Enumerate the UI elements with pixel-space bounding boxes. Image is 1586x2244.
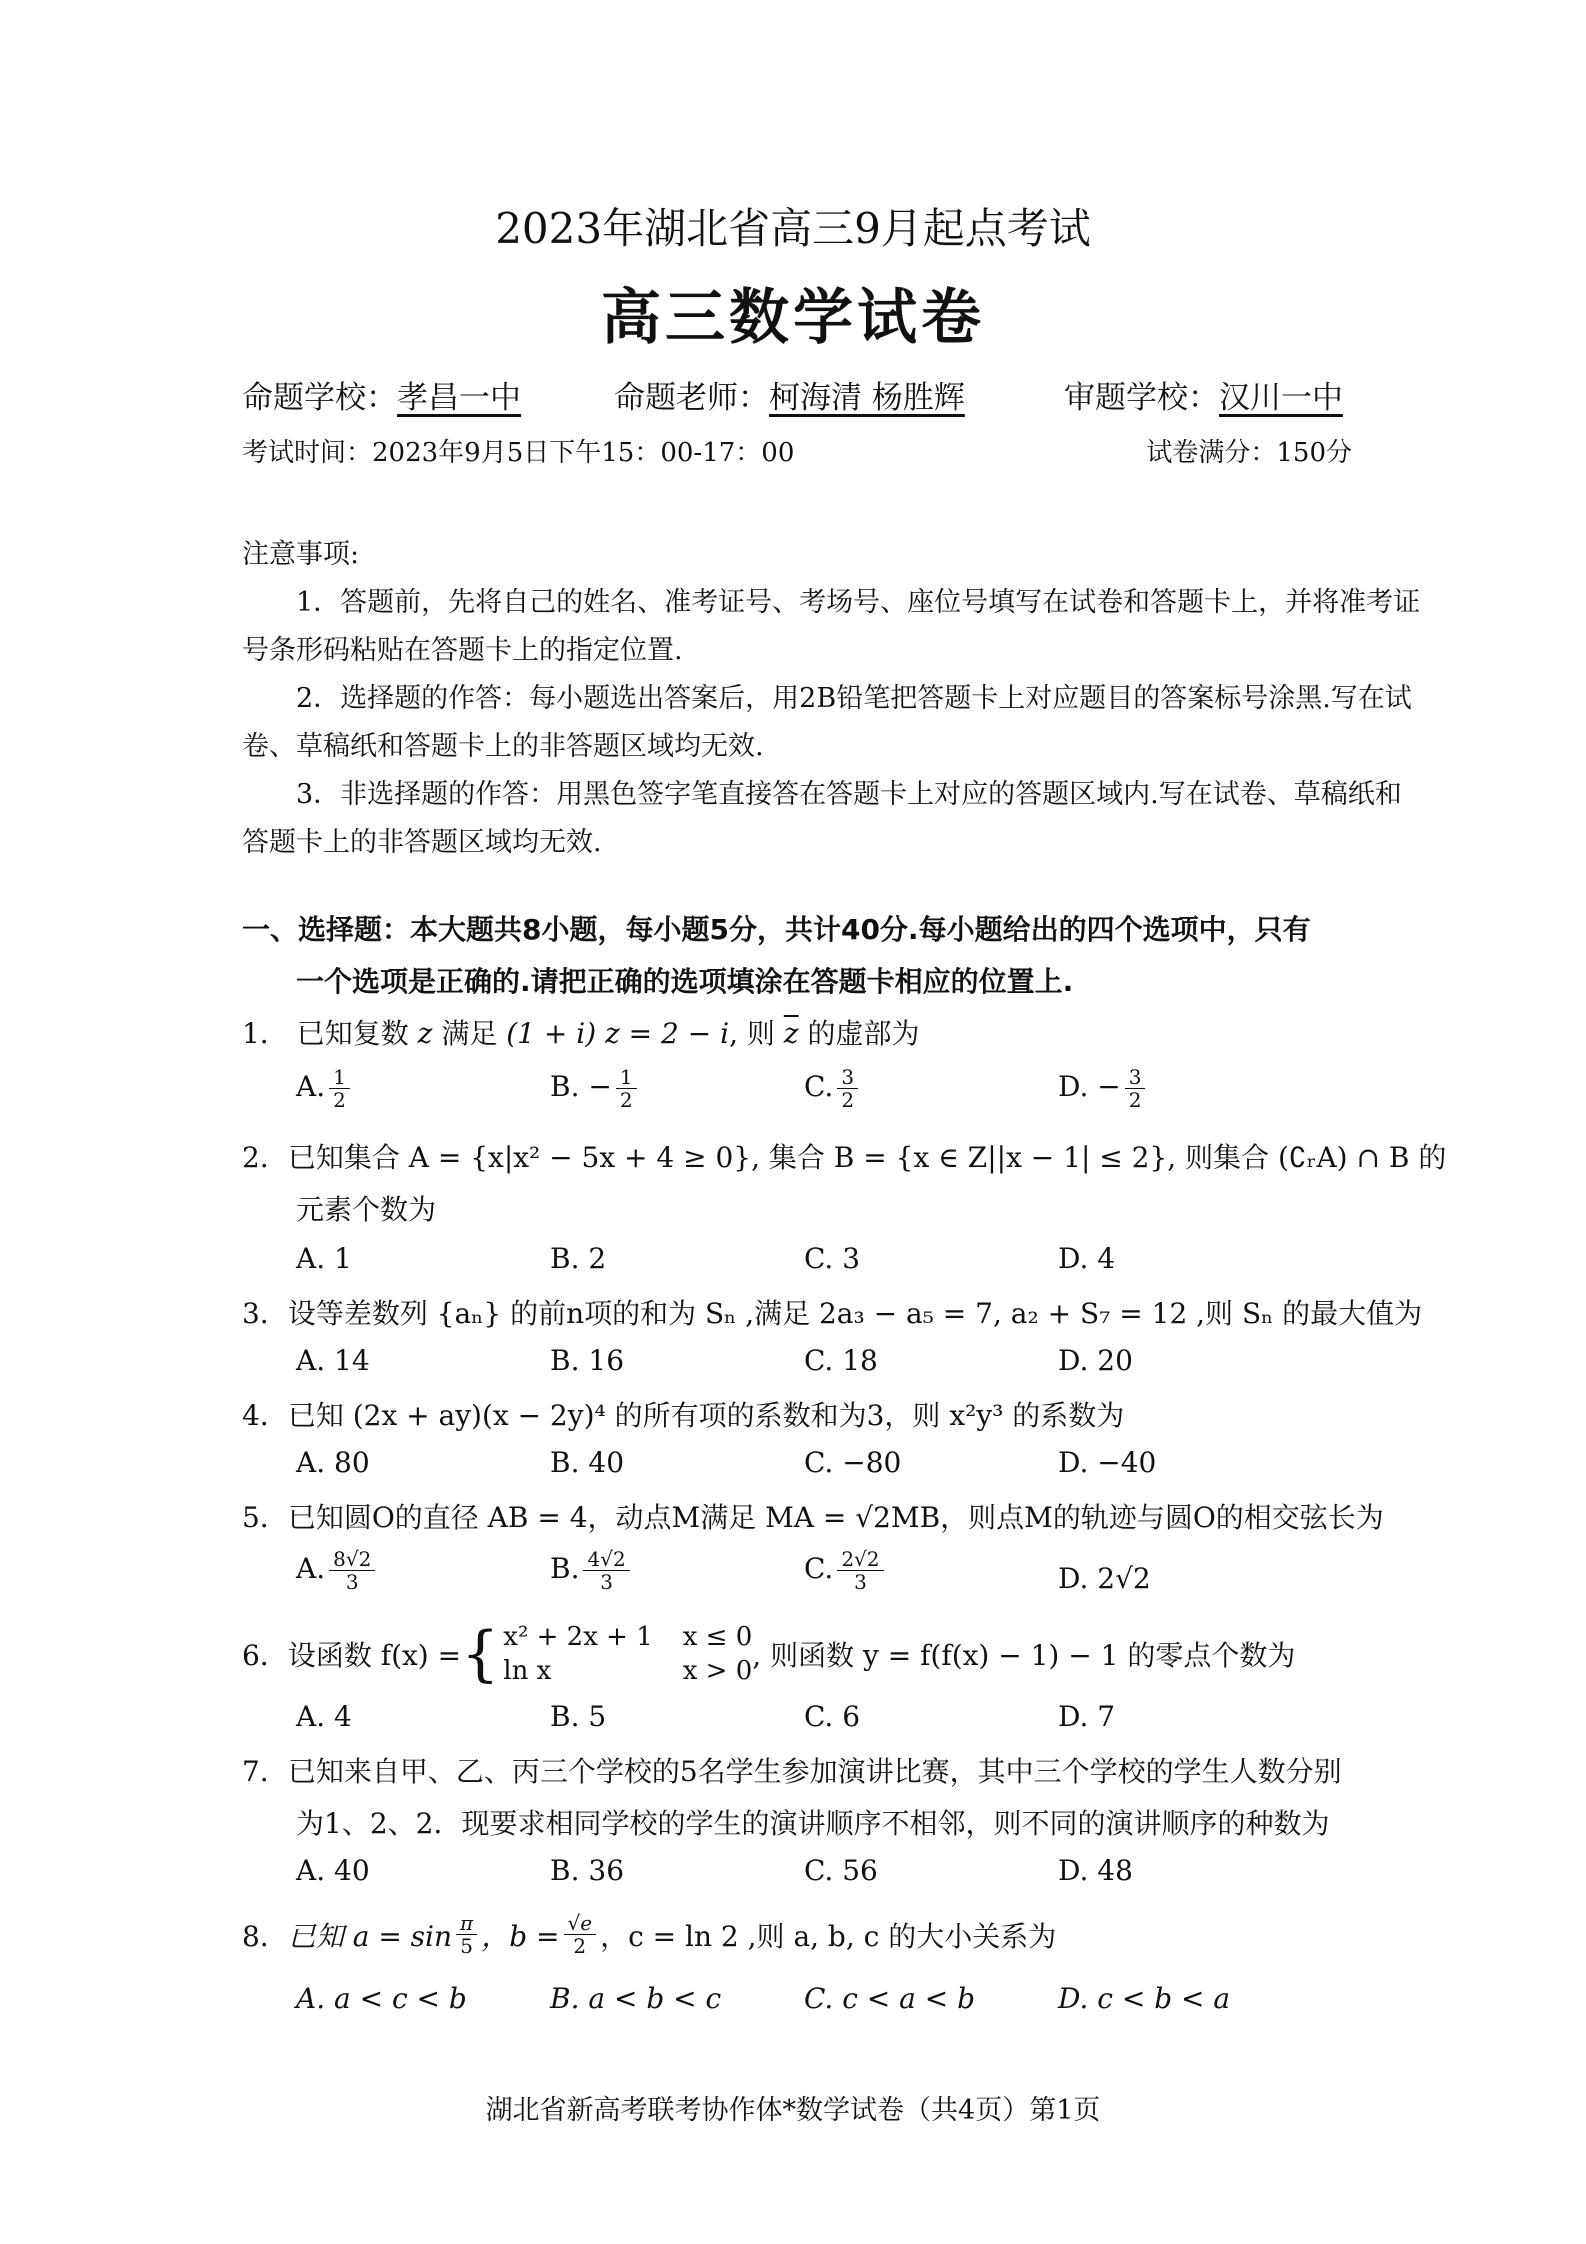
q3-option-c: C. 18	[804, 1344, 878, 1377]
q1-option-d: D. − $\frac{3}{2}$	[1058, 1066, 1149, 1111]
fraction: $\frac{\pi}{5}$	[456, 1912, 477, 1957]
q1-option-a: A. $\frac{1}{2}$	[296, 1066, 354, 1111]
question-2: 2．已知集合 A = {x|x² − 5x + 4 ≥ 0}, 集合 B = {x ∈ Z||x − 1| ≤ 2}, 则集合 (∁ᵣA) ∩ B 的	[242, 1141, 1447, 1174]
full-score: 试卷满分：150分	[1146, 438, 1352, 468]
q3-option-d: D. 20	[1058, 1344, 1133, 1377]
q1-option-b: B. − $\frac{1}{2}$	[550, 1066, 641, 1111]
left-brace-icon: {	[461, 1619, 500, 1689]
q8-option-c: C. c < a < b	[804, 1982, 976, 2015]
question-7-line-2: 为1、2、2．现要求相同学校的学生的演讲顺序不相邻，则不同的演讲顺序的种数为	[296, 1807, 1330, 1840]
notes-title: 注意事项:	[242, 539, 360, 570]
exam-time: 考试时间：2023年9月5日下午15：00-17：00	[242, 438, 795, 468]
q5-option-b: B. $\frac{4√2}{3}$	[550, 1548, 634, 1593]
question-7: 7．已知来自甲、乙、丙三个学校的5名学生参加演讲比赛，其中三个学校的学生人数分别	[242, 1755, 1342, 1788]
q6-option-a: A. 4	[296, 1700, 352, 1733]
question-4: 4．已知 (2x + ay)(x − 2y)⁴ 的所有项的系数和为3，则 x²y³ 的系数为	[242, 1399, 1125, 1432]
q2-option-c: C. 3	[804, 1242, 861, 1275]
fraction: $\frac{1}{2}$	[616, 1066, 637, 1111]
question-1: 1． 已知复数 z 满足 (1 + i) z = 2 − i, 则 $\overline{z}$ 的虚部为	[242, 1017, 920, 1050]
q2-option-d: D. 4	[1058, 1242, 1116, 1275]
fraction: $\frac{√e}{2}$	[564, 1912, 597, 1957]
piecewise-function: { x² + 2x + 1 x ≤ 0 ln x x > 0	[461, 1619, 753, 1689]
note-1-line-1: 1．答题前，先将自己的姓名、准考证号、考场号、座位号填写在试卷和答题卡上，并将准考证	[296, 587, 1421, 618]
q8-option-b: B. a < b < c	[550, 1982, 722, 2015]
q5-option-c: C. $\frac{2√2}{3}$	[804, 1548, 888, 1593]
q8-option-d: D. c < b < a	[1058, 1982, 1231, 2015]
q6-option-b: B. 5	[550, 1700, 607, 1733]
note-3-line-1: 3．非选择题的作答：用黑色签字笔直接答在答题卡上对应的答题区域内.写在试卷、草稿纸和	[296, 779, 1402, 810]
section-heading-line-2: 一个选项是正确的.请把正确的选项填涂在答题卡相应的位置上.	[296, 965, 1074, 998]
q7-option-b: B. 36	[550, 1854, 625, 1887]
page-footer: 湖北省新高考联考协作体*数学试卷（共4页）第1页	[485, 2095, 1101, 2126]
q4-option-b: B. 40	[550, 1446, 625, 1479]
q3-option-b: B. 16	[550, 1344, 625, 1377]
review-school: 审题学校：汉川一中	[1064, 380, 1343, 416]
q2-option-b: B. 2	[550, 1242, 607, 1275]
question-5: 5．已知圆O的直径 AB = 4，动点M满足 MA = √2MB，则点M的轨迹与圆O的相交弦长为	[242, 1501, 1384, 1534]
q3-option-a: A. 14	[296, 1344, 370, 1377]
question-3: 3．设等差数列 {aₙ} 的前n项的和为 Sₙ ,满足 2a₃ − a₅ = 7, a₂ + S₇ = 12 ,则 Sₙ 的最大值为	[242, 1297, 1423, 1330]
note-3-line-2: 答题卡上的非答题区域均无效.	[242, 827, 602, 858]
exam-title: 2023年湖北省高三9月起点考试	[495, 204, 1091, 253]
note-2-line-2: 卷、草稿纸和答题卡上的非答题区域均无效.	[242, 731, 764, 762]
section-heading-line-1: 一、选择题：本大题共8小题，每小题5分，共计40分.每小题给出的四个选项中，只有	[242, 913, 1311, 946]
fraction: $\frac{4√2}{3}$	[583, 1548, 629, 1593]
q7-option-a: A. 40	[296, 1854, 370, 1887]
q2-option-a: A. 1	[296, 1242, 352, 1275]
author-school: 命题学校：孝昌一中	[242, 380, 521, 416]
q5-option-d: D. 2√2	[1058, 1562, 1151, 1595]
fraction: $\frac{3}{2}$	[837, 1066, 858, 1111]
q5-option-a: A. $\frac{8√2}{3}$	[296, 1548, 379, 1593]
paper-title: 高三数学试卷	[601, 283, 985, 353]
note-1-line-2: 号条形码粘贴在答题卡上的指定位置.	[242, 635, 683, 666]
question-8: 8． 已知 a = sin $\frac{\pi}{5}$ ，b = $\frac{√e}{2}$ ，c = ln 2 ,则 a, b, c 的大小关系为	[242, 1911, 1057, 1958]
q6-option-d: D. 7	[1058, 1700, 1116, 1733]
fraction: $\frac{3}{2}$	[1125, 1066, 1146, 1111]
q8-option-a: A. a < c < b	[296, 1982, 467, 2015]
q7-option-d: D. 48	[1058, 1854, 1133, 1887]
q7-option-c: C. 56	[804, 1854, 878, 1887]
q4-option-a: A. 80	[296, 1446, 370, 1479]
question-2-line-2: 元素个数为	[296, 1193, 437, 1226]
q1-option-c: C. $\frac{3}{2}$	[804, 1066, 862, 1111]
q4-option-d: D. −40	[1058, 1446, 1157, 1479]
q4-option-c: C. −80	[804, 1446, 902, 1479]
question-6: 6． 设函数 f(x) = { x² + 2x + 1 x ≤ 0 ln x x > 0 , 则函数 y = f(f(x) − 1) − 1 的零点个数为	[242, 1619, 1296, 1689]
fraction: $\frac{2√2}{3}$	[837, 1548, 883, 1593]
fraction: $\frac{1}{2}$	[329, 1066, 350, 1111]
fraction: $\frac{8√2}{3}$	[329, 1548, 375, 1593]
q6-option-c: C. 6	[804, 1700, 861, 1733]
author-teachers: 命题老师：柯海清 杨胜辉	[614, 380, 965, 416]
note-2-line-1: 2．选择题的作答：每小题选出答案后，用2B铅笔把答题卡上对应题目的答案标号涂黑.写在试	[296, 683, 1412, 714]
